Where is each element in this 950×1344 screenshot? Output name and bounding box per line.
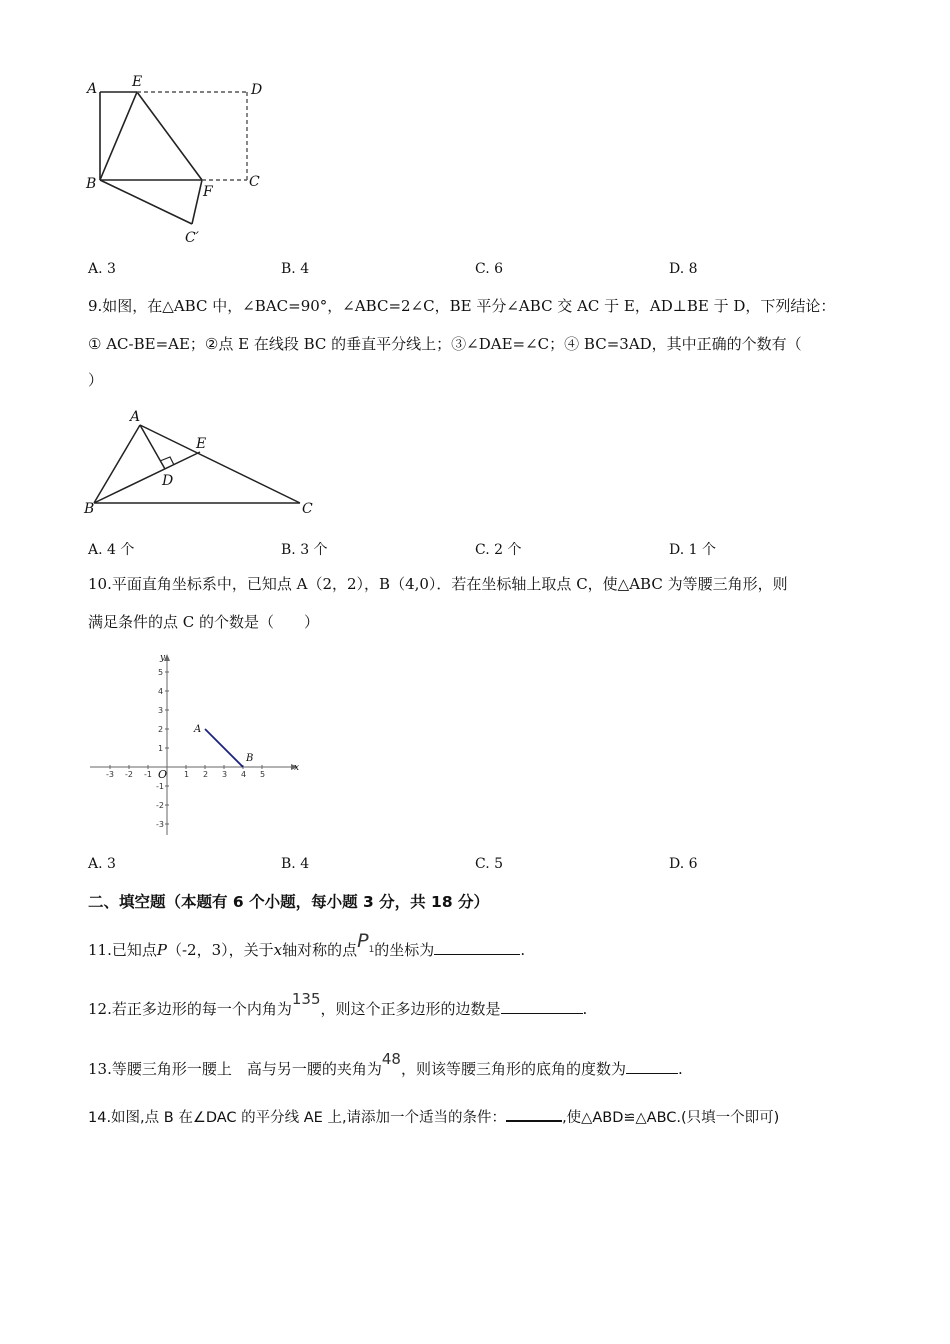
- q9-option-a: A. 4 个: [88, 542, 135, 558]
- q11-p1-subscript: 1: [368, 944, 375, 955]
- q14: [88, 1106, 779, 1127]
- q10-line-2: 满足条件的点 C 的个数是（ ）: [88, 613, 320, 631]
- q9-option-c: C. 2 个: [475, 542, 522, 558]
- q10-xtick-1: 1: [184, 770, 190, 779]
- q11-mid: 轴对称的点: [282, 941, 358, 959]
- q10-option-d: D. 6: [669, 856, 698, 872]
- q10-option-a: A. 3: [88, 856, 116, 872]
- q10-coordinate-figure: [86, 650, 306, 838]
- q11: [88, 930, 526, 963]
- q10-point-A-label: A: [194, 724, 202, 735]
- q14-pre: 14.如图,点 B 在∠DAC 的平分线 AE 上,请添加一个适当的条件：: [88, 1110, 507, 1126]
- q10-ytick-1: 1: [158, 744, 164, 753]
- q10-ytick-neg2: -2: [156, 801, 164, 810]
- q9-line-2: ① AC-BE=AE；②点 E 在线段 BC 的垂直平分线上；③∠DAE=∠C；④ BC=3AD，其中正确的个数有（: [88, 335, 802, 353]
- q10-option-b: B. 4: [281, 856, 310, 872]
- q11-pre: 11.已知点: [88, 941, 157, 959]
- q9-line-3: ）: [88, 371, 104, 389]
- section-title: 二、填空题（本题有 6 个小题，每小题 3 分，共 18 分）: [88, 893, 490, 911]
- q10-segment-AB: [205, 729, 243, 767]
- q10-xtick-2: 2: [203, 770, 209, 779]
- q10-xtick-3: 3: [222, 770, 228, 779]
- q8-seg-BE: [100, 92, 137, 180]
- q8-label-F: F: [203, 184, 213, 200]
- q8-option-b: B. 4: [281, 261, 310, 277]
- q12: [88, 990, 588, 1019]
- q9-option-d: D. 1 个: [669, 542, 716, 558]
- q13-post: ，则该等腰三角形的底角的度数为: [400, 1060, 626, 1078]
- q8-option-d: D. 8: [669, 261, 698, 277]
- q8-label-C: C: [249, 174, 260, 190]
- q13-answer-blank[interactable]: [626, 1072, 678, 1074]
- q8-seg-FCp: [192, 180, 202, 224]
- q10-xtick-5: 5: [260, 770, 266, 779]
- q10-xtick-neg1: -1: [144, 770, 152, 779]
- q8-seg-EF: [137, 92, 202, 180]
- q9-figure: [82, 403, 322, 523]
- q9-option-b: B. 3 个: [281, 542, 328, 558]
- q10-ytick-3: 3: [158, 706, 164, 715]
- q10-ytick-neg1: -1: [156, 782, 164, 791]
- q12-end: .: [582, 1000, 588, 1018]
- q10-point-B-label: B: [246, 753, 254, 764]
- q10-xtick-4: 4: [241, 770, 247, 779]
- q8-label-B: B: [86, 176, 97, 192]
- q11-answer-blank[interactable]: [434, 953, 520, 955]
- q14-answer-blank[interactable]: [506, 1119, 562, 1122]
- q13-end: .: [677, 1060, 683, 1078]
- q9-label-D: D: [162, 473, 174, 489]
- q13: [88, 1050, 683, 1079]
- q8-option-a: A. 3: [88, 261, 116, 277]
- q11-point-p1: $P_1$: [357, 930, 375, 955]
- q8-label-A: A: [87, 81, 98, 97]
- q10-ytick-4: 4: [158, 687, 164, 696]
- q12-angle-value: 135: [291, 990, 321, 1008]
- q8-label-Cprime: C′: [185, 230, 199, 246]
- q8-label-E: E: [132, 74, 143, 90]
- q12-answer-blank[interactable]: [501, 1012, 583, 1014]
- q13-pre: 13.等腰三角形一腰上 高与另一腰的夹角为: [88, 1060, 382, 1078]
- q9-label-E: E: [196, 436, 207, 452]
- q10-ytick-2: 2: [158, 725, 164, 734]
- q12-pre: 12.若正多边形的每一个内角为: [88, 1000, 292, 1018]
- q11-x: x: [273, 941, 283, 959]
- q9-label-B: B: [84, 501, 95, 517]
- q8-label-D: D: [251, 82, 263, 98]
- q10-x-axis-label: x: [294, 763, 300, 773]
- q9-seg-AC: [140, 425, 300, 503]
- q10-option-c: C. 5: [475, 856, 504, 872]
- q9-label-C: C: [302, 501, 313, 517]
- q10-xtick-neg2: -2: [125, 770, 133, 779]
- q8-figure: [82, 72, 272, 247]
- q8-option-c: C. 6: [475, 261, 504, 277]
- q11-point-p: P: [156, 941, 167, 959]
- q14-post: ,使△ABD≌△ABC.(只填一个即可): [562, 1110, 780, 1126]
- q10-y-axis-label: y: [160, 653, 166, 663]
- q9-label-A: A: [130, 409, 141, 425]
- q8-seg-BCp: [100, 180, 192, 224]
- q10-xtick-neg3: -3: [106, 770, 114, 779]
- q13-angle-value: 48: [381, 1050, 401, 1068]
- q12-post: ，则这个正多边形的边数是: [320, 1000, 501, 1018]
- q10-origin-label: O: [158, 768, 168, 781]
- q10-ytick-5: 5: [158, 668, 164, 677]
- q11-end: .: [520, 941, 526, 959]
- q9-line-1: 9.如图，在△ABC 中，∠BAC=90°，∠ABC=2∠C，BE 平分∠ABC 交 AC 于 E，AD⊥BE 于 D，下列结论：: [88, 297, 836, 315]
- q11-post: 的坐标为: [374, 941, 435, 959]
- q10-line-1: 10.平面直角坐标系中，已知点 A（2，2），B（4,0）．若在坐标轴上取点 C，使△ABC 为等腰三角形，则: [88, 575, 788, 593]
- q11-coords: （-2，3），关于: [166, 941, 274, 959]
- q10-ytick-neg3: -3: [156, 820, 164, 829]
